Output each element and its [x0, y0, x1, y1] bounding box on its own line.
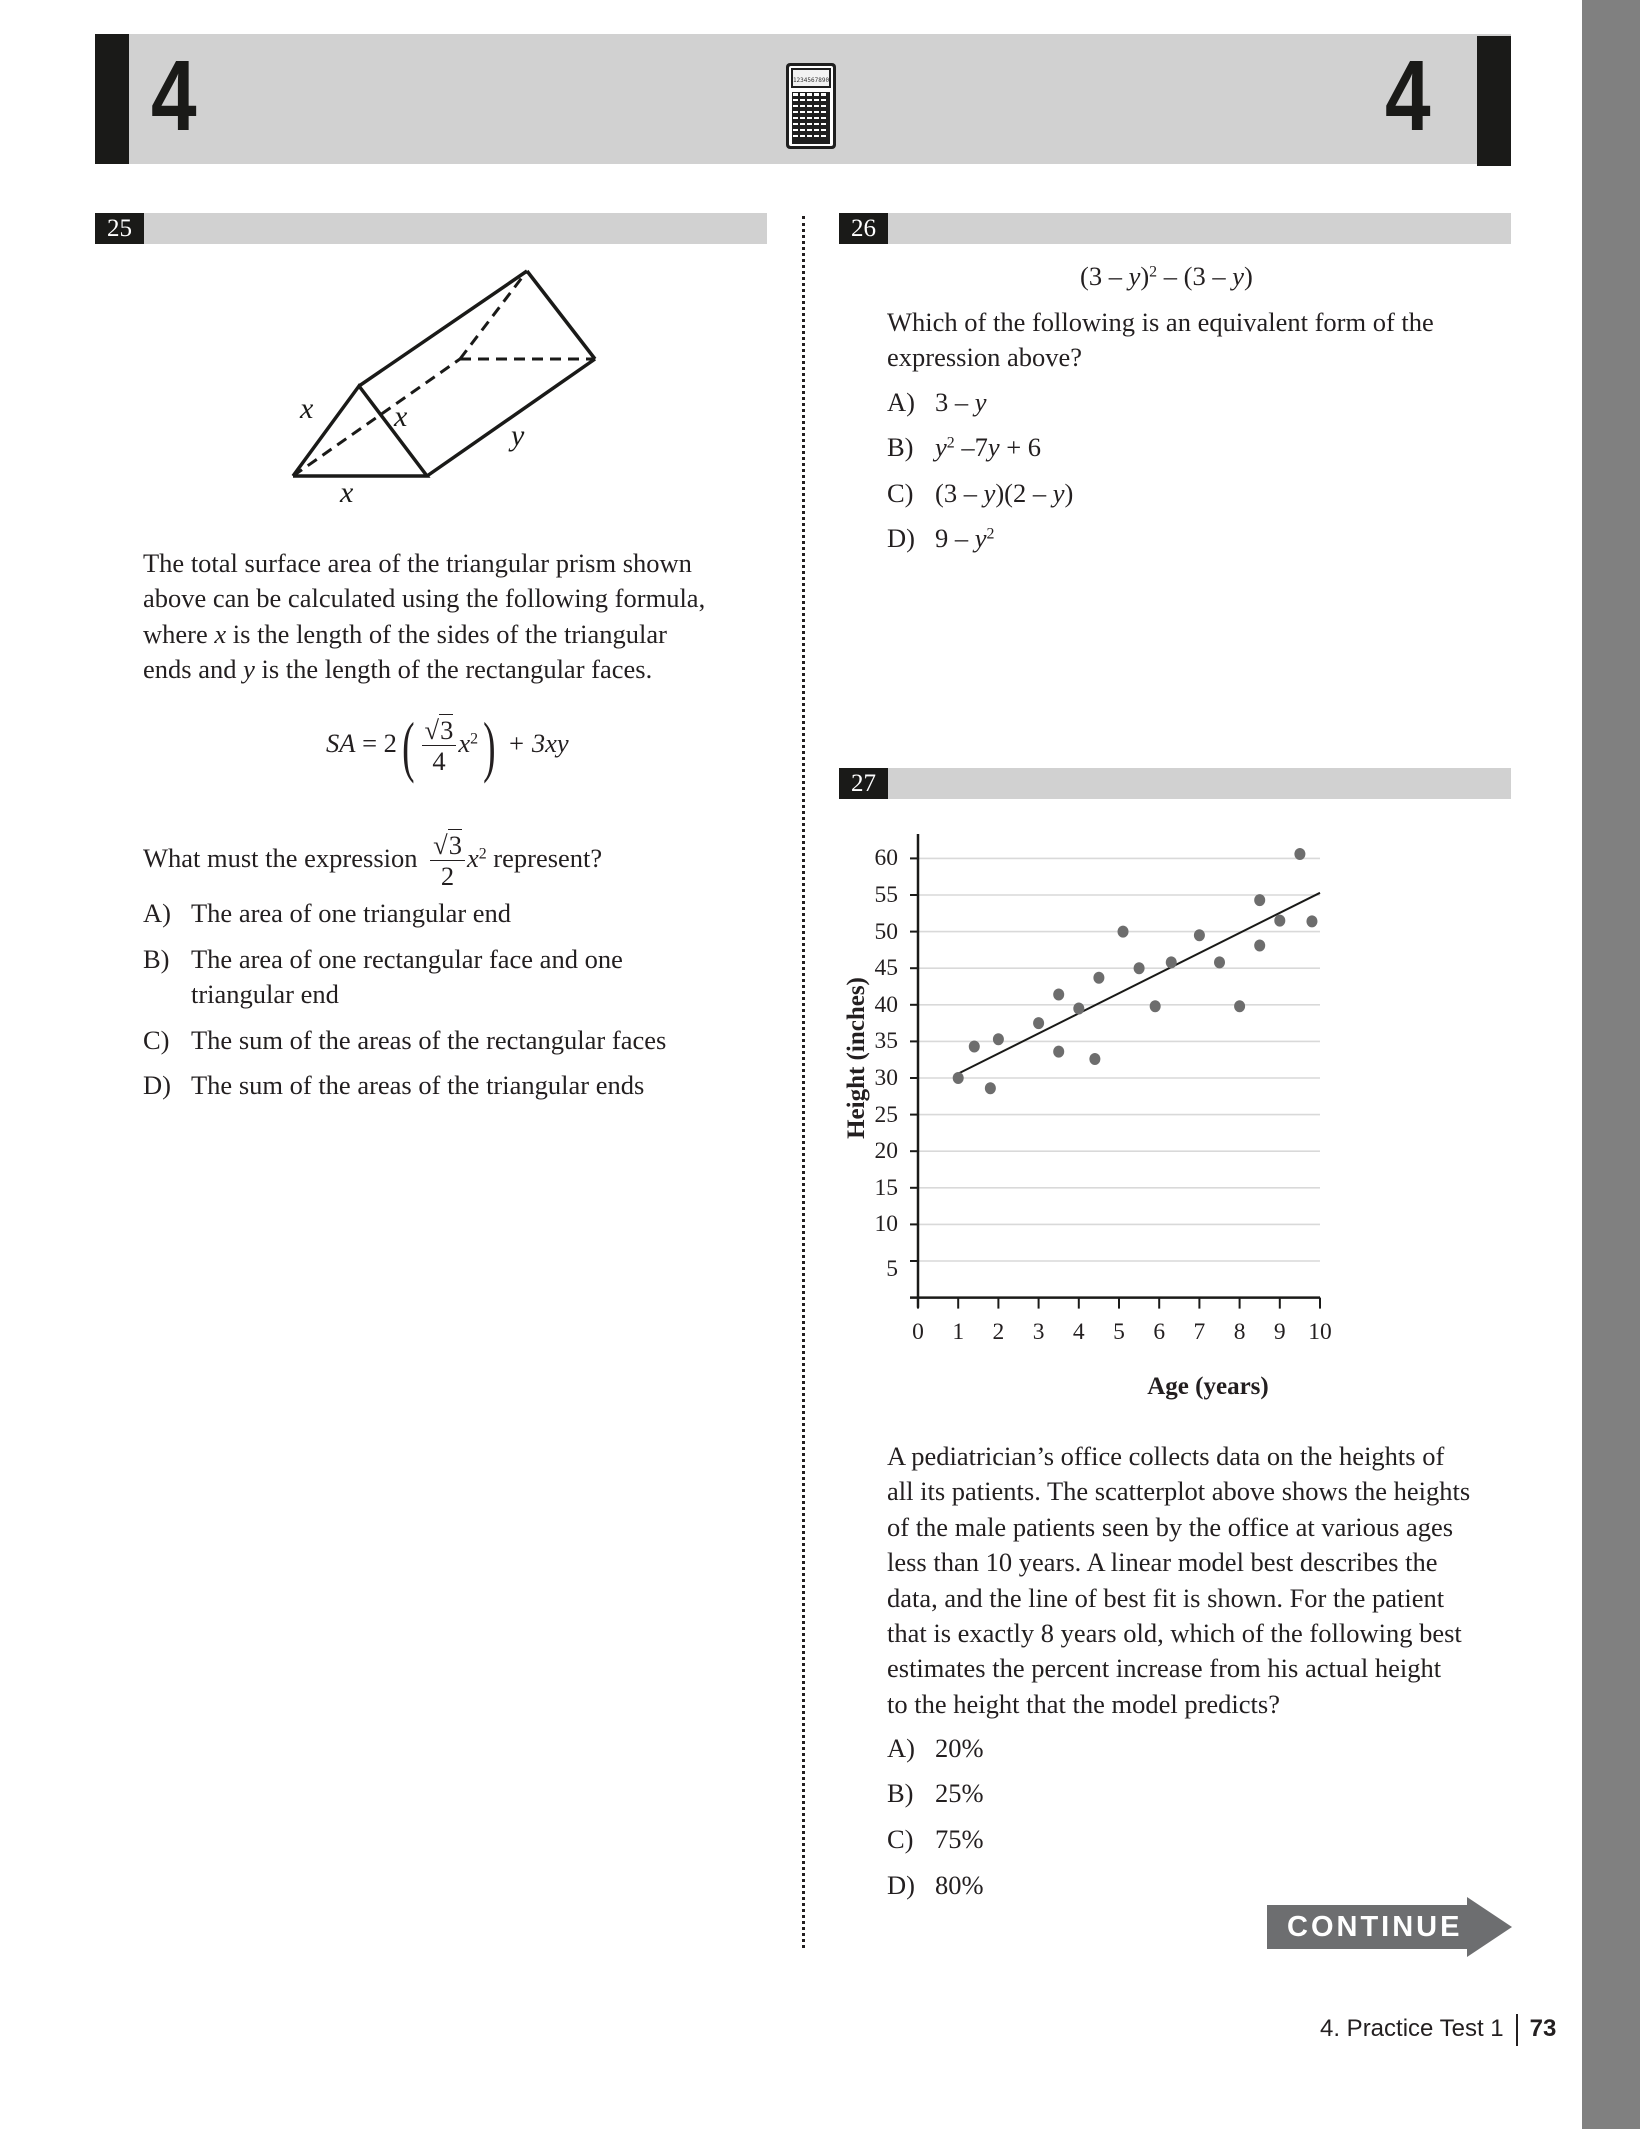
q27-paragraph: A pediatrician’s office collects data on the heights of all its patients. The scatterplot above shows the heights of the male patients seen by the office at various ages less than 10 years. A linear model best describes the data, and the line of best fit is shown. For the patient that is exactly 8 years old, which of the following best estimates the percent increase from his actual height to the height that the model predicts?: [887, 1441, 1471, 1719]
banner-right-bar: [1477, 36, 1511, 166]
data-point: [1294, 848, 1305, 860]
q25-line-4: ends and y is the length of the rectangular faces.: [143, 654, 653, 685]
data-point: [1254, 894, 1265, 906]
data-point: [1194, 929, 1205, 941]
y-tick-label: 25: [874, 1101, 898, 1128]
data-point: [1073, 1002, 1084, 1014]
q25-formula: SA = 2( $\frac{√3}{4}$ $x^2) + 3xy$: [326, 707, 569, 784]
y-tick-label: 50: [874, 918, 898, 945]
x-tick-label: 9: [1273, 1318, 1286, 1345]
page-edge-strip: [1582, 0, 1640, 2129]
y-tick-label: 20: [874, 1138, 898, 1165]
q26-choice-d[interactable]: D) $9 - y^2$: [887, 523, 995, 553]
q26-expression: (3 – y)$^2$ – (3 – y): [1080, 261, 1253, 291]
y-tick-label: 15: [874, 1174, 898, 1201]
continue-button[interactable]: [1267, 1897, 1512, 1957]
q25-choice-a[interactable]: A) The area of one triangular end: [143, 898, 512, 928]
x-tick-label: 7: [1193, 1318, 1206, 1345]
x-tick-label: 4: [1072, 1318, 1085, 1345]
prism-label-front-x: x: [394, 400, 408, 433]
x-axis-label: Age (years): [1147, 1373, 1269, 1400]
q25-question: What must the expression $\frac{√3}{2}$ $x^2$ represent?: [143, 829, 603, 892]
x-tick-label: 8: [1233, 1318, 1246, 1345]
q26-header: [839, 213, 1511, 244]
q27-choice-b[interactable]: B) 25%: [887, 1778, 984, 1808]
footer-section: 4. Practice Test 1: [1320, 2015, 1504, 2042]
page-number: 73: [1529, 2015, 1557, 2042]
x-tick-label: 2: [992, 1318, 1005, 1345]
x-tick-label: 10: [1308, 1318, 1332, 1345]
y-tick-label: 40: [874, 991, 898, 1018]
data-point: [985, 1082, 996, 1094]
data-point: [1166, 956, 1177, 968]
q26-prompt: Which of the following is an equivalent form of the expression above?: [887, 307, 1434, 373]
data-point: [1033, 1017, 1044, 1029]
q25-prism-figure: [0, 0, 800, 520]
q27-choice-c[interactable]: C) 75%: [887, 1824, 984, 1854]
data-point: [1089, 1053, 1100, 1065]
svg-text:1234567890: 1234567890: [792, 77, 830, 84]
data-point: [1214, 956, 1225, 968]
data-point: [993, 1033, 1004, 1045]
data-point: [1053, 989, 1064, 1001]
section-number-right: 4: [1385, 40, 1431, 152]
continue-label: CONTINUE: [1287, 1911, 1463, 1943]
x-tick-label: 6: [1153, 1318, 1166, 1345]
column-divider: [802, 216, 805, 1948]
q27-choice-d[interactable]: D) 80%: [887, 1870, 984, 1900]
data-point: [1118, 926, 1129, 938]
y-tick-label: 45: [874, 955, 898, 982]
q25-choice-b[interactable]: B) The area of one rectangular face and one triangular end: [143, 944, 623, 1009]
page-footer: [1320, 2012, 1556, 2046]
y-tick-label: 55: [874, 882, 898, 908]
q27-number: 27: [839, 768, 888, 799]
prism-label-base-x: x: [340, 476, 354, 509]
q25-number: 25: [95, 213, 144, 244]
y-tick-label: 60: [874, 845, 898, 872]
x-tick-label: 5: [1113, 1318, 1125, 1345]
q25-paragraph: [143, 546, 705, 688]
q26-choice-a[interactable]: A) 3 – y: [887, 387, 987, 417]
q26-choice-b[interactable]: B) $y^2$ –7y + 6: [887, 432, 1042, 462]
q25-line-1: The total surface area of the triangular prism shown: [143, 548, 692, 578]
q25-line-2: above can be calculated using the following formula,: [143, 583, 706, 614]
q26-number: 26: [839, 213, 888, 244]
data-point: [1274, 915, 1285, 927]
y-axis-label: Height (inches): [843, 977, 870, 1139]
y-tick-label: 10: [874, 1211, 898, 1238]
x-tick-label: 1: [952, 1318, 965, 1345]
q27-header: [839, 768, 1511, 799]
y-tick-label: 35: [874, 1028, 898, 1055]
y-tick-label: 30: [874, 1065, 898, 1091]
data-point: [969, 1041, 980, 1053]
data-point: [1053, 1046, 1064, 1058]
best-fit-line: [958, 893, 1320, 1074]
footer-separator: [1516, 2014, 1518, 2046]
x-tick-label: 3: [1032, 1318, 1045, 1345]
data-point: [1254, 940, 1265, 952]
data-point: [953, 1072, 964, 1084]
q26-choice-c[interactable]: C) (3 – y)(2 – y): [887, 478, 1074, 508]
data-point: [1306, 915, 1317, 927]
prism-label-y: y: [511, 419, 525, 452]
section-number-left: 4: [151, 40, 197, 152]
data-point: [1093, 972, 1104, 984]
prism-label-left-x: x: [300, 392, 314, 425]
q27-choice-a[interactable]: A) 20%: [887, 1733, 984, 1763]
data-point: [1234, 1000, 1245, 1012]
data-point: [1134, 962, 1145, 974]
x-tick-label: 0: [912, 1318, 924, 1345]
y-tick-label: 5: [886, 1256, 898, 1282]
q25-choice-d[interactable]: D) The sum of the areas of the triangular ends: [143, 1070, 645, 1100]
q25-line-3: where x is the length of the sides of the triangular: [143, 618, 667, 649]
q25-choice-c[interactable]: C) The sum of the areas of the rectangular faces: [143, 1025, 667, 1055]
data-point: [1150, 1000, 1161, 1012]
